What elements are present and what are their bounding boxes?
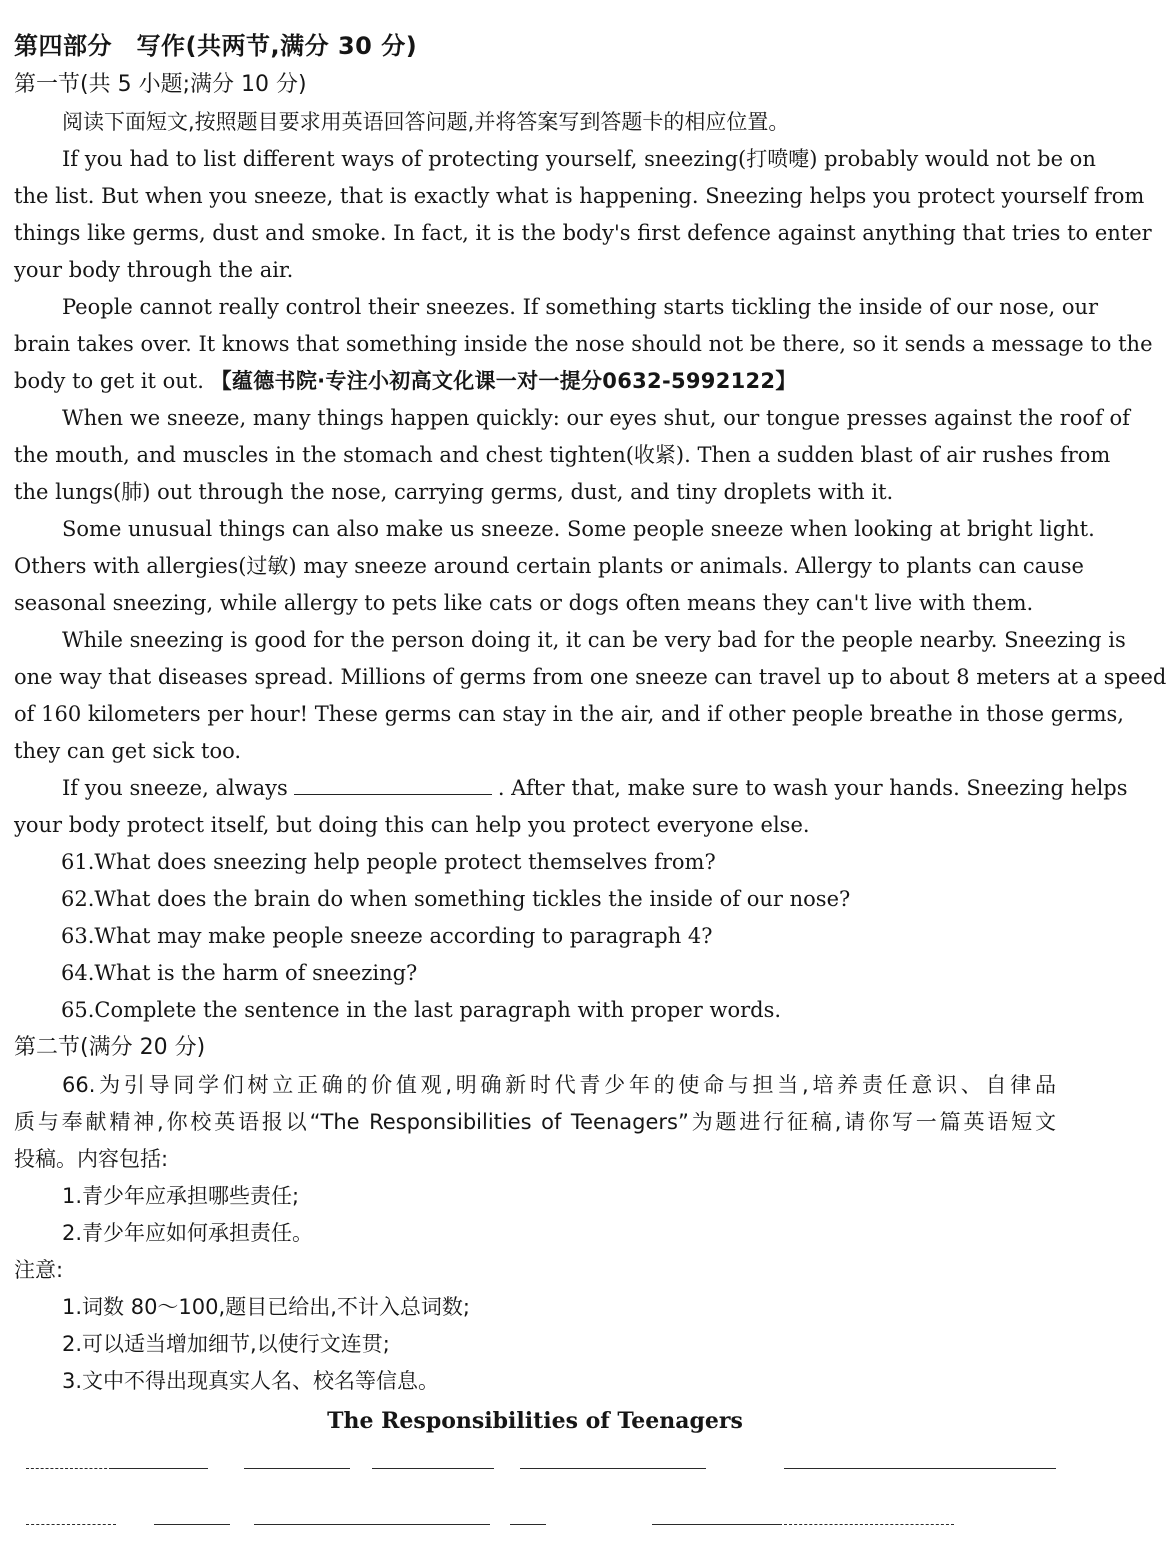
note-item: 3.文中不得出现真实人名、校名等信息。 bbox=[62, 1369, 440, 1393]
passage-line: the mouth, and muscles in the stomach and chest tighten(收紧). Then a sudden blast of air rushes from bbox=[14, 443, 1111, 467]
question-64: 64.What is the harm of sneezing? bbox=[61, 961, 418, 985]
essay-title: The Responsibilities of Teenagers bbox=[327, 1408, 743, 1434]
passage-line: they can get sick too. bbox=[14, 739, 242, 763]
passage-paragraph-2 bbox=[14, 289, 1153, 400]
content-points bbox=[14, 1178, 1056, 1252]
passage-line: the lungs(肺) out through the nose, carrying germs, dust, and tiny droplets with it. bbox=[14, 480, 894, 504]
passage-paragraph-5 bbox=[14, 622, 1166, 770]
passage-line: of 160 kilometers per hour! These germs can stay in the air, and if other people breathe in those germs, bbox=[14, 702, 1124, 726]
answer-line-1[interactable] bbox=[14, 1440, 1056, 1478]
task-line: 投稿。内容包括: bbox=[14, 1147, 169, 1171]
passage-line: If you had to list different ways of protecting yourself, sneezing(打喷嚏) probably would not be on bbox=[62, 147, 1096, 171]
passage-paragraph-3 bbox=[14, 400, 1130, 511]
passage-line: While sneezing is good for the person doing it, it can be very bad for the people nearby. Sneezing is bbox=[62, 628, 1126, 652]
passage-line: brain takes over. It knows that something inside the nose should not be there, so it sends a message to the bbox=[14, 332, 1153, 356]
question-61: 61.What does sneezing help people protect themselves from? bbox=[61, 850, 716, 874]
passage-line: When we sneeze, many things happen quickly: our eyes shut, our tongue presses against the roof of bbox=[62, 406, 1130, 430]
answer-blank[interactable] bbox=[294, 774, 492, 795]
passage-line bbox=[14, 363, 1056, 400]
answer-rule-segment bbox=[520, 1468, 706, 1469]
passage-line: People cannot really control their sneezes. If something starts tickling the inside of our nose, our bbox=[62, 295, 1099, 319]
passage-line: the list. But when you sneeze, that is exactly what is happening. Sneezing helps you protect yourself from bbox=[14, 184, 1145, 208]
note-item: 2.可以适当增加细节,以使行文连贯; bbox=[62, 1332, 390, 1356]
passage-line: things like germs, dust and smoke. In fact, it is the body's first defence against anything that tries to enter bbox=[14, 221, 1152, 245]
answer-rule-segment bbox=[254, 1524, 490, 1525]
answer-line-2[interactable] bbox=[14, 1478, 1056, 1516]
answer-rule-segment bbox=[784, 1468, 1056, 1469]
question-62: 62.What does the brain do when something tickles the inside of our nose? bbox=[61, 887, 851, 911]
passage-line: one way that diseases spread. Millions of germs from one sneeze can travel up to about 8 meters at a speed bbox=[14, 665, 1166, 689]
passage-line-with-blank bbox=[14, 770, 1128, 807]
answer-rule-segment bbox=[244, 1468, 350, 1469]
answer-rule-segment bbox=[510, 1524, 546, 1525]
task-line: 质与奉献精神,你校英语报以“The Responsibilities of Teenagers”为题进行征稿,请你写一篇英语短文 bbox=[14, 1110, 1056, 1134]
note-item: 1.词数 80～100,题目已给出,不计入总词数; bbox=[62, 1295, 470, 1319]
watermark-text: 【蕴德书院·专注小初高文化课一对一提分0632-5992122】 bbox=[210, 369, 797, 393]
question-65: 65.Complete the sentence in the last paragraph with proper words. bbox=[61, 998, 782, 1022]
blank-prefix-text: If you sneeze, always bbox=[62, 776, 288, 800]
passage-paragraph-1 bbox=[14, 141, 1152, 289]
task-line: 66.为引导同学们树立正确的价值观,明确新时代青少年的使命与担当,培养责任意识、自律品 bbox=[62, 1073, 1056, 1097]
answer-rule-segment bbox=[26, 1524, 116, 1525]
answer-rule-segment bbox=[112, 1468, 208, 1469]
section-heading: 第四部分 写作(共两节,满分 30 分) bbox=[14, 32, 418, 60]
passage-paragraph-4 bbox=[14, 511, 1095, 622]
answer-rule-segment bbox=[372, 1468, 494, 1469]
passage-line: Some unusual things can also make us sneeze. Some people sneeze when looking at bright light. bbox=[62, 517, 1095, 541]
answer-rule-segment bbox=[154, 1524, 230, 1525]
answer-rule-segment bbox=[652, 1524, 782, 1525]
question-63: 63.What may make people sneeze according to paragraph 4? bbox=[61, 924, 713, 948]
blank-suffix-text: . After that, make sure to wash your hands. Sneezing helps bbox=[497, 776, 1128, 800]
passage-line: your body through the air. bbox=[14, 258, 294, 282]
writing-task bbox=[14, 1067, 1056, 1178]
passage-paragraph-6 bbox=[14, 770, 1128, 844]
part1-instruction: 阅读下面短文,按照题目要求用英语回答问题,并将答案写到答题卡的相应位置。 bbox=[62, 110, 790, 134]
question-list bbox=[14, 844, 1056, 1029]
content-point: 1.青少年应承担哪些责任; bbox=[62, 1184, 300, 1208]
answer-rule-segment bbox=[784, 1524, 954, 1525]
notes-list bbox=[14, 1289, 1056, 1400]
passage-line: Others with allergies(过敏) may sneeze around certain plants or animals. Allergy to plants can cause bbox=[14, 554, 1084, 578]
answer-rule-segment bbox=[26, 1468, 112, 1469]
answer-area[interactable] bbox=[14, 1440, 1056, 1516]
passage-line: seasonal sneezing, while allergy to pets like cats or dogs often means they can't live with them. bbox=[14, 591, 1034, 615]
passage-line-text: body to get it out. bbox=[14, 369, 204, 393]
notes-heading: 注意: bbox=[14, 1258, 64, 1282]
content-point: 2.青少年应如何承担责任。 bbox=[62, 1221, 314, 1245]
passage-line: your body protect itself, but doing this can help you protect everyone else. bbox=[14, 813, 810, 837]
part2-heading: 第二节(满分 20 分) bbox=[14, 1035, 206, 1060]
part1-heading: 第一节(共 5 小题;满分 10 分) bbox=[14, 72, 307, 97]
